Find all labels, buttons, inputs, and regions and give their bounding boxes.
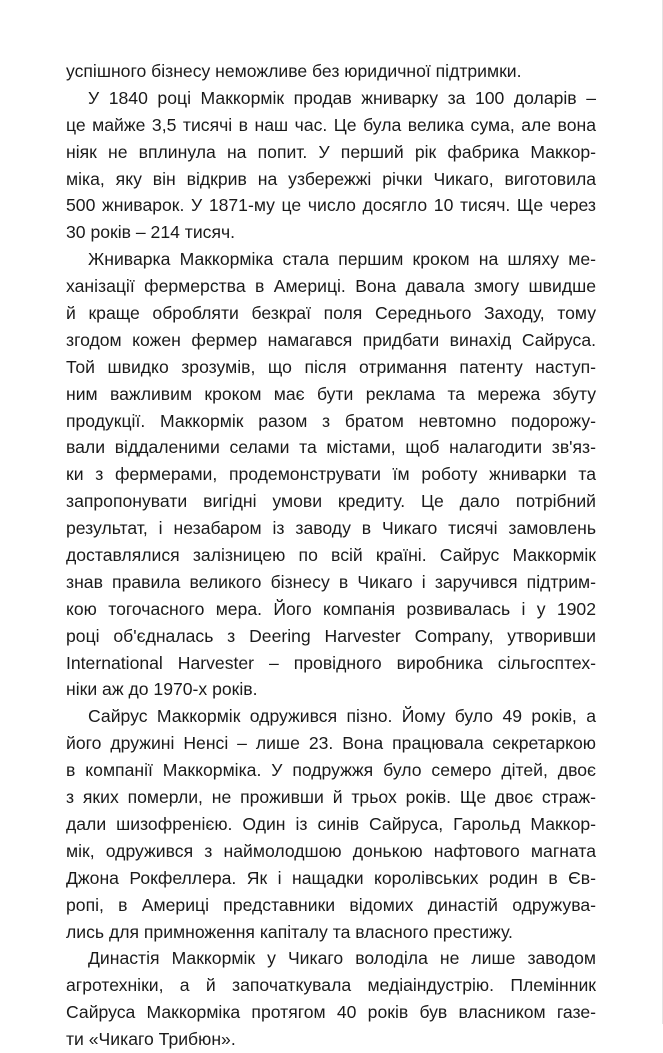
text-line: вали віддаленими селами та містами, щоб налагодити зв'яз-	[66, 437, 596, 458]
text-line: доставлялися залізницею по всій країні. Сайрус Маккормік	[66, 545, 596, 566]
text-line: з яких померли, не проживши й трьох років. Ще двоє страж-	[66, 787, 596, 808]
text-line: 30 років – 214 тисяч.	[66, 222, 236, 243]
text-line: ніяк не вплинула на попит. У перший рік фабрика Маккор-	[66, 141, 596, 162]
text-line: ти «Чикаго Трибюн».	[66, 1029, 236, 1050]
text-line: це майже 3,5 тисячі в наш час. Це була велика сума, але вона	[66, 114, 596, 135]
body-text	[66, 58, 596, 1053]
text-line: міка, яку він відкрив на узбережжі річки Чикаго, виготовила	[66, 168, 596, 189]
text-line: кою тогочасного мера. Його компанія розвивалась і у 1902	[66, 598, 596, 619]
text-line: в компанії Маккорміка. У подружжя було семеро дітей, двоє	[66, 760, 596, 781]
text-line: результат, і незабаром із заводу в Чикаго тисячі замовлень	[66, 518, 596, 539]
text-line: ропі, в Америці представники відомих династій одружува-	[66, 894, 596, 915]
text-line: 500 жниварок. У 1871-му це число досягло 10 тисяч. Ще через	[66, 195, 596, 216]
text-line: Сайрус Маккормік одружився пізно. Йому було 49 років, а	[88, 706, 596, 727]
text-line: Той швидко зрозумів, що після отримання патенту наступ-	[66, 356, 596, 377]
text-line: згодом кожен фермер намагався придбати винахід Сайруса.	[66, 329, 596, 350]
text-line: ним важливим кроком має бути реклама та мережа збуту	[66, 383, 596, 404]
text-line: успішного бізнесу неможливе без юридичної підтримки.	[66, 61, 522, 81]
text-line: агротехніки, а й започаткувала медіаіндустрію. Племінник	[66, 975, 596, 996]
text-line: Джона Рокфеллера. Як і нащадки королівських родин в Єв-	[66, 867, 596, 888]
text-line: дали шизофренією. Один із синів Сайруса, Гарольд Маккор-	[66, 813, 596, 834]
text-line: його дружині Ненсі – лише 23. Вона працювала секретаркою	[66, 733, 596, 754]
text-line: International Harvester – провідного виробника сільгосптех-	[66, 652, 596, 673]
text-line: лись для примноження капіталу та власного престижу.	[66, 921, 513, 942]
text-line: й краще обробляти безкраї поля Середнього Заходу, тому	[66, 303, 596, 324]
text-line: Жниварка Маккорміка стала першим кроком на шляху ме-	[88, 249, 596, 270]
text-line: ки з фермерами, продемонструвати їм роботу жниварки та	[66, 464, 596, 485]
text-line: ніки аж до 1970-х років.	[66, 679, 258, 700]
text-line: році об'єдналась з Deering Harvester Company, утворивши	[66, 625, 596, 646]
text-line: мік, одружився з наймолодшою донькою нафтового магната	[66, 840, 596, 861]
text-line: продукції. Маккормік разом з братом невтомно подорожу-	[66, 410, 596, 431]
text-line: запропонувати вигідні умови кредиту. Це дало потрібний	[66, 491, 596, 512]
text-line: знав правила великого бізнесу в Чикаго і заручився підтрим-	[66, 571, 596, 592]
text-line: Династія Маккормік у Чикаго володіла не лише заводом	[88, 948, 596, 969]
text-line: ханізації фермерства в Америці. Вона давала змогу швидше	[66, 276, 596, 297]
text-line: У 1840 році Маккормік продав жниварку за 100 доларів –	[88, 87, 596, 108]
text-line: Сайруса Маккорміка протягом 40 років був власником газе-	[66, 1002, 596, 1023]
